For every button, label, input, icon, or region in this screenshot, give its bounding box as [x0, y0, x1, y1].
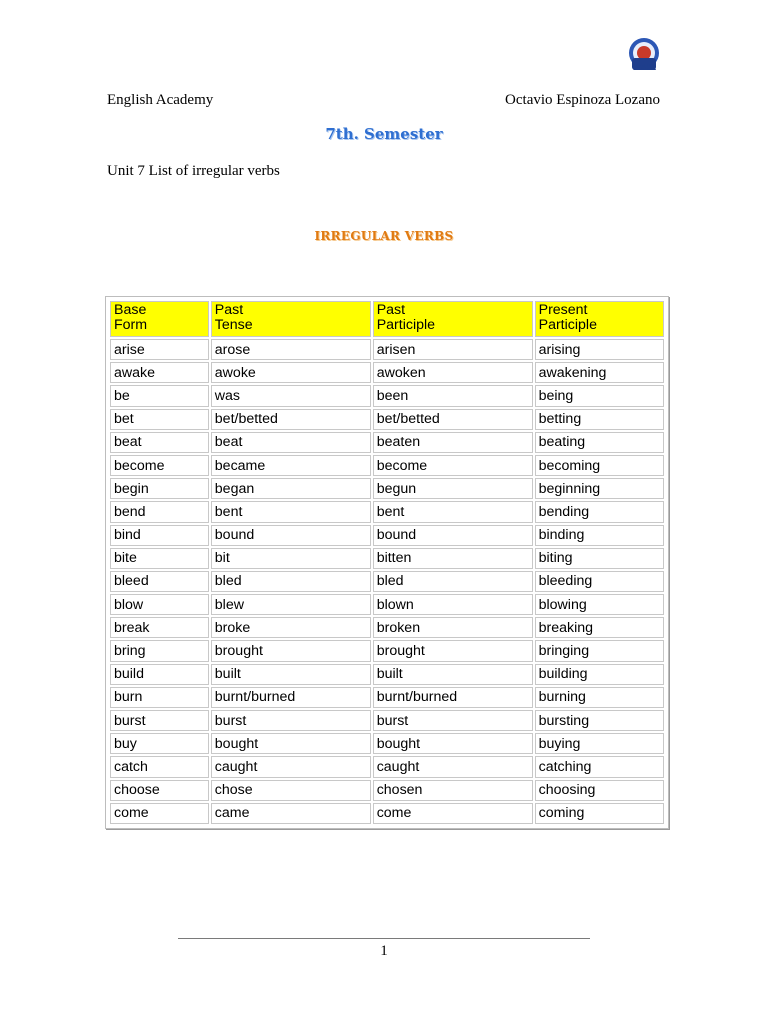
- table-cell: coming: [535, 803, 664, 824]
- header-line: Present: [538, 302, 588, 318]
- table-row: [110, 362, 664, 383]
- table-cell: arisen: [373, 339, 533, 360]
- unit-title: Unit 7 List of irregular verbs: [107, 163, 280, 179]
- table-cell: bled: [211, 571, 371, 592]
- table-cell: being: [535, 385, 664, 406]
- table-cell: caught: [373, 756, 533, 777]
- table-row: [110, 803, 664, 824]
- table-cell: binding: [535, 525, 664, 546]
- header-right: Octavio Espinoza Lozano: [505, 92, 660, 108]
- table-cell: biting: [535, 548, 664, 569]
- table-cell: become: [110, 455, 209, 476]
- table-cell: bound: [211, 525, 371, 546]
- table-cell: bent: [373, 501, 533, 522]
- table-cell: begun: [373, 478, 533, 499]
- table-cell: burnt/burned: [211, 687, 371, 708]
- table-row: [110, 548, 664, 569]
- table-cell: bound: [373, 525, 533, 546]
- table-cell: awoken: [373, 362, 533, 383]
- table-cell: bought: [211, 733, 371, 754]
- table-cell: bursting: [535, 710, 664, 731]
- table-cell: bet/betted: [211, 409, 371, 430]
- table-cell: beginning: [535, 478, 664, 499]
- section-title: IRREGULAR VERBS: [314, 229, 454, 243]
- header-past-participle: [373, 301, 533, 337]
- table-cell: blown: [373, 594, 533, 615]
- table-cell: beat: [211, 432, 371, 453]
- table-cell: come: [373, 803, 533, 824]
- table-cell: burning: [535, 687, 664, 708]
- header-line: Participle: [376, 317, 436, 333]
- table-cell: be: [110, 385, 209, 406]
- header-line: Participle: [538, 317, 597, 333]
- table-cell: was: [211, 385, 371, 406]
- table-cell: bet: [110, 409, 209, 430]
- table-cell: building: [535, 664, 664, 685]
- table-row: [110, 640, 664, 661]
- header-present-participle: [535, 301, 664, 337]
- table-cell: arise: [110, 339, 209, 360]
- table-cell: chosen: [373, 780, 533, 801]
- table-row: [110, 455, 664, 476]
- table-cell: begin: [110, 478, 209, 499]
- table-row: [110, 733, 664, 754]
- irregular-verbs-table: [108, 299, 666, 826]
- table-row: [110, 339, 664, 360]
- table-cell: bending: [535, 501, 664, 522]
- table-cell: arose: [211, 339, 371, 360]
- table-cell: bet/betted: [373, 409, 533, 430]
- footer-divider: [178, 938, 590, 939]
- header-line: Base: [114, 302, 147, 318]
- table-cell: catching: [535, 756, 664, 777]
- table-row: [110, 687, 664, 708]
- table-cell: brought: [211, 640, 371, 661]
- table-cell: bleeding: [535, 571, 664, 592]
- table-row: [110, 409, 664, 430]
- table-cell: bring: [110, 640, 209, 661]
- table-cell: beat: [110, 432, 209, 453]
- table-cell: bent: [211, 501, 371, 522]
- table-cell: awoke: [211, 362, 371, 383]
- table-cell: bleed: [110, 571, 209, 592]
- table-cell: came: [211, 803, 371, 824]
- table-row: [110, 432, 664, 453]
- table-cell: betting: [535, 409, 664, 430]
- table-cell: broken: [373, 617, 533, 638]
- table-cell: bled: [373, 571, 533, 592]
- header-line: Tense: [214, 317, 253, 333]
- table-row: [110, 385, 664, 406]
- table-row: [110, 710, 664, 731]
- table-cell: built: [373, 664, 533, 685]
- header-line: Past: [214, 302, 244, 318]
- table-cell: caught: [211, 756, 371, 777]
- table-row: [110, 617, 664, 638]
- header-base-form: [110, 301, 209, 337]
- logo-text: PEUL: [633, 63, 657, 72]
- table-row: [110, 501, 664, 522]
- header-line: Past: [376, 302, 406, 318]
- table-cell: bit: [211, 548, 371, 569]
- table-cell: build: [110, 664, 209, 685]
- table-row: [110, 756, 664, 777]
- table-cell: breaking: [535, 617, 664, 638]
- table-cell: brought: [373, 640, 533, 661]
- semester-title: 7th. Semester: [325, 125, 443, 143]
- header-left: English Academy: [107, 92, 214, 108]
- verbs-table-container: [105, 296, 669, 829]
- table-cell: been: [373, 385, 533, 406]
- table-cell: break: [110, 617, 209, 638]
- table-cell: blow: [110, 594, 209, 615]
- table-cell: burst: [110, 710, 209, 731]
- table-cell: broke: [211, 617, 371, 638]
- table-cell: buy: [110, 733, 209, 754]
- page-number: 1: [380, 943, 388, 959]
- table-cell: bitten: [373, 548, 533, 569]
- table-row: [110, 664, 664, 685]
- table-cell: beaten: [373, 432, 533, 453]
- table-header-row: [110, 301, 664, 337]
- table-cell: awakening: [535, 362, 664, 383]
- table-cell: became: [211, 455, 371, 476]
- table-cell: began: [211, 478, 371, 499]
- table-cell: bringing: [535, 640, 664, 661]
- table-row: [110, 525, 664, 546]
- table-cell: burst: [211, 710, 371, 731]
- table-cell: built: [211, 664, 371, 685]
- table-cell: choosing: [535, 780, 664, 801]
- table-cell: bite: [110, 548, 209, 569]
- table-cell: awake: [110, 362, 209, 383]
- table-cell: becoming: [535, 455, 664, 476]
- table-cell: bought: [373, 733, 533, 754]
- table-row: [110, 571, 664, 592]
- table-row: [110, 478, 664, 499]
- table-cell: blew: [211, 594, 371, 615]
- table-cell: burn: [110, 687, 209, 708]
- table-cell: beating: [535, 432, 664, 453]
- table-cell: chose: [211, 780, 371, 801]
- table-cell: burnt/burned: [373, 687, 533, 708]
- table-cell: come: [110, 803, 209, 824]
- table-cell: choose: [110, 780, 209, 801]
- table-cell: bend: [110, 501, 209, 522]
- header-line: Form: [114, 317, 148, 333]
- table-cell: catch: [110, 756, 209, 777]
- table-body: [110, 339, 664, 824]
- table-cell: buying: [535, 733, 664, 754]
- table-row: [110, 594, 664, 615]
- table-cell: bind: [110, 525, 209, 546]
- table-cell: blowing: [535, 594, 664, 615]
- table-cell: become: [373, 455, 533, 476]
- table-cell: burst: [373, 710, 533, 731]
- table-cell: arising: [535, 339, 664, 360]
- header-past-tense: [211, 301, 371, 337]
- table-row: [110, 780, 664, 801]
